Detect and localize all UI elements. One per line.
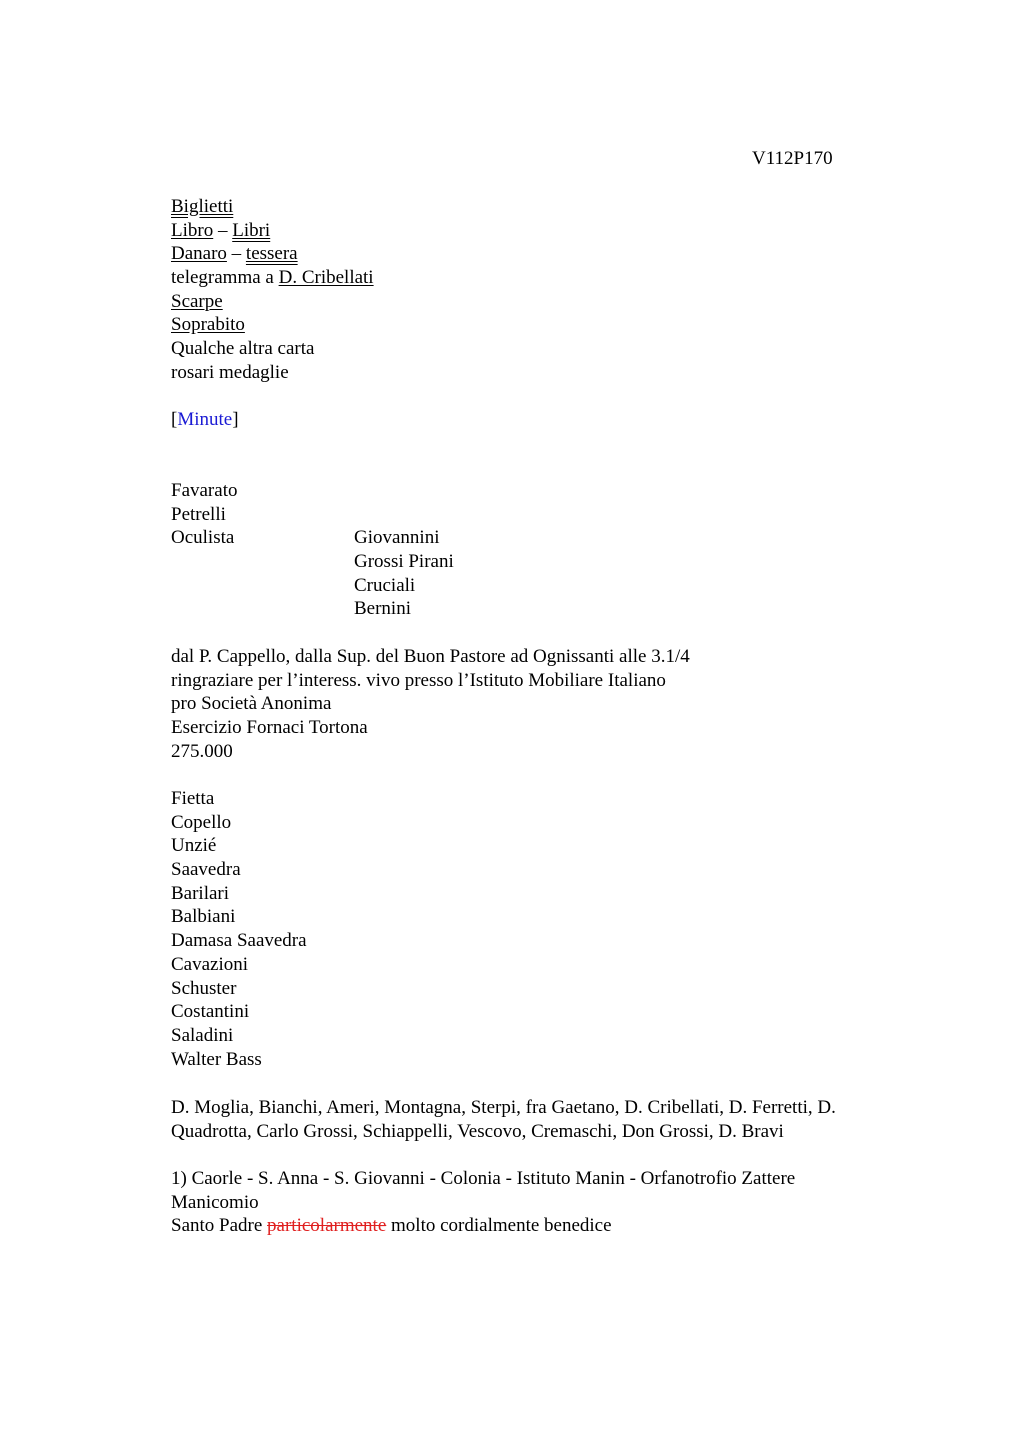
telegramma-text: telegramma a (171, 267, 279, 289)
bracket-open: [ (171, 409, 178, 430)
benedizione-line (171, 1214, 795, 1238)
checklist-item (171, 290, 374, 314)
paragraph-line: dal P. Cappello, dalla Sup. del Buon Pastore ad Ognissanti alle 3.1/4 (171, 646, 690, 667)
list-item: Petrelli (171, 503, 226, 525)
list-item: Costantini (171, 1001, 250, 1023)
list-item: Cavazioni (171, 953, 249, 975)
bracket-close: ] (232, 409, 239, 430)
minute-reference (171, 408, 239, 432)
soprabito-text: Soprabito (171, 314, 245, 336)
names-paragraph-text: D. Moglia, Bianchi, Ameri, Montagna, Sterpi, fra Gaetano, D. Cribellati, D. Ferretti, D. Quadrotta, Carlo Grossi, Schiappelli, Vescovo, Cremaschi, Don Grossi, D. Bravi (171, 1097, 836, 1142)
checklist-item: Qualche altra carta (171, 338, 315, 360)
list-item: Fietta (171, 788, 215, 809)
list-item: Saavedra (171, 859, 241, 881)
cribellati-text: D. Cribellati (278, 267, 374, 289)
list-item: Balbiani (171, 906, 236, 928)
final-line: Manicomio (171, 1191, 259, 1213)
list-item: Cruciali (354, 574, 416, 596)
deleted-word: particolarmente (267, 1215, 387, 1237)
checklist-item: rosari medaglie (171, 361, 289, 383)
page-id: V112P170 (752, 148, 833, 169)
list-item: Saladini (171, 1024, 234, 1046)
list-item: Schuster (171, 977, 237, 999)
list-item: Unzié (171, 835, 217, 857)
dash: – (226, 243, 246, 265)
paragraph-line: ringraziare per l’interess. vivo presso l’Istituto Mobiliare Italiano (171, 669, 666, 691)
benedice-text: molto cordialmente benedice (386, 1215, 612, 1237)
paragraph-line: Esercizio Fornaci Tortona (171, 717, 368, 739)
libri-text: Libri (232, 219, 271, 241)
biglietti-text: Biglietti (171, 196, 234, 217)
paragraph-line: 275.000 (171, 740, 233, 762)
list-item: Walter Bass (171, 1048, 262, 1070)
list-item: Oculista (171, 527, 235, 549)
list-item: Favarato (171, 480, 238, 501)
list-item: Damasa Saavedra (171, 930, 307, 952)
final-section (171, 1167, 795, 1238)
checklist-item (171, 266, 374, 290)
scarpe-text: Scarpe (171, 290, 223, 312)
checklist-item (171, 313, 374, 337)
cappello-paragraph (171, 645, 690, 763)
checklist-item (171, 242, 374, 266)
final-line: 1) Caorle - S. Anna - S. Giovanni - Colonia - Istituto Manin - Orfanotrofio Zattere (171, 1168, 796, 1189)
list-item: Grossi Pirani (354, 551, 454, 573)
danaro-text: Danaro (171, 243, 227, 265)
list-item: Barilari (171, 882, 230, 904)
list-item: Giovannini (354, 527, 440, 549)
minute-link[interactable]: Minute (177, 409, 233, 430)
list-item: Copello (171, 811, 232, 833)
names-paragraph (171, 1096, 901, 1143)
names-right-column (354, 526, 654, 621)
dash: – (213, 219, 233, 241)
names-left-column (171, 479, 341, 550)
paragraph-line: pro Società Anonima (171, 693, 332, 715)
santo-padre-text: Santo Padre (171, 1215, 268, 1237)
libro-text: Libro (171, 219, 214, 241)
checklist-item (171, 219, 374, 243)
names-list (171, 787, 307, 1071)
checklist (171, 195, 374, 385)
checklist-item (171, 195, 374, 219)
tessera-text: tessera (245, 243, 298, 265)
list-item: Bernini (354, 598, 411, 620)
